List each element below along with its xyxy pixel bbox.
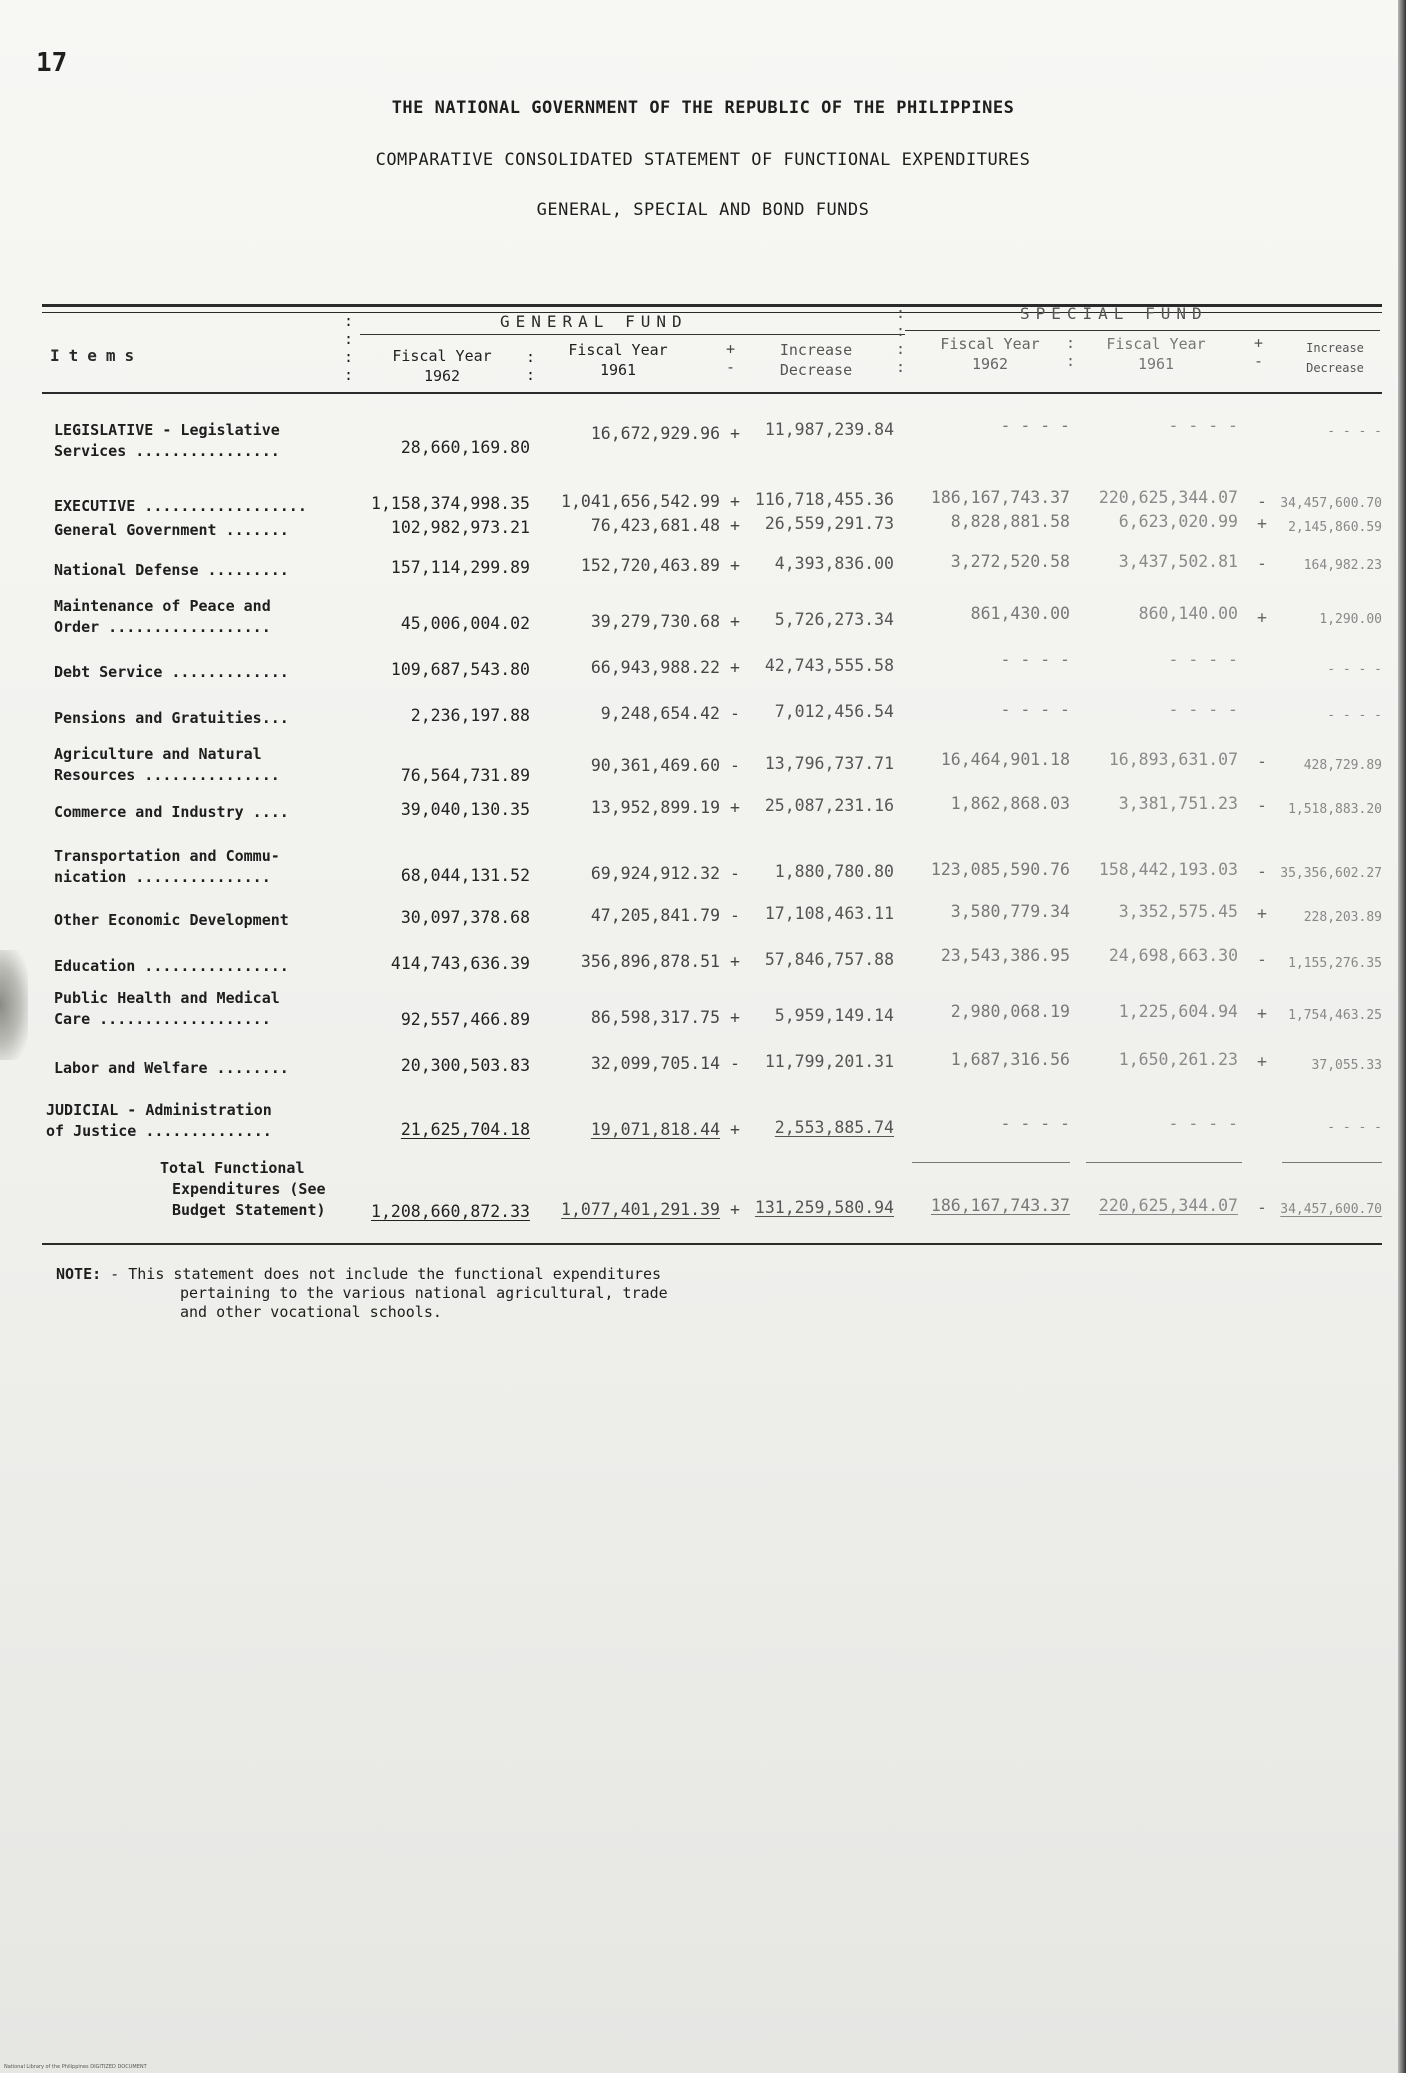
cell-special-1961: 3,437,502.81 — [1118, 552, 1238, 571]
cell-special-sign: - — [1257, 796, 1267, 815]
special-1962-underline — [912, 1162, 1070, 1163]
total-general-1961: 1,077,401,291.39 — [561, 1200, 720, 1219]
total-general-1962: 1,208,660,872.33 — [371, 1202, 530, 1221]
cell-general-sign: + — [730, 556, 740, 575]
cell-special-1961: - - - - — [1168, 416, 1238, 435]
cell-special-sign: + — [1257, 904, 1267, 923]
col-g1961-head: Fiscal Year 1961 — [568, 341, 668, 379]
cell-special-1961: 3,352,575.45 — [1118, 902, 1238, 921]
cell-general-1962: 2,236,197.88 — [410, 706, 530, 725]
col-gdiff-head: Increase Decrease — [779, 341, 853, 379]
cell-special-diff: 2,145,860.59 — [1288, 520, 1382, 535]
row-label: Maintenance of Peace and Order .................. — [54, 597, 271, 636]
cell-special-1961: 6,623,020.99 — [1118, 512, 1238, 531]
cell-general-diff: 2,553,885.74 — [774, 1118, 894, 1137]
cell-special-1961: - - - - — [1168, 1114, 1238, 1133]
cell-general-1962: 20,300,503.83 — [400, 1056, 530, 1075]
cell-general-sign: + — [730, 424, 740, 443]
cell-general-diff: 42,743,555.58 — [764, 656, 894, 675]
cell-general-1961: 66,943,988.22 — [590, 658, 720, 677]
cell-special-sign: - — [1257, 752, 1267, 771]
scan-smudge — [0, 950, 28, 1060]
special-fund-rule — [905, 330, 1380, 331]
cell-special-sign: + — [1257, 1052, 1267, 1071]
total-special-1961: 220,625,344.07 — [1098, 1196, 1238, 1215]
row-label: Education ................ — [54, 957, 289, 975]
cell-general-sign: - — [730, 1054, 740, 1073]
cell-general-sign: + — [730, 952, 740, 971]
cell-special-1961: - - - - — [1168, 650, 1238, 669]
cell-special-diff: 164,982.23 — [1303, 558, 1382, 573]
row-label: Agriculture and Natural Resources ............... — [54, 745, 280, 784]
cell-general-1962: 1,158,374,998.35 — [371, 494, 530, 513]
cell-special-1961: 1,650,261.23 — [1118, 1050, 1238, 1069]
cell-general-diff: 25,087,231.16 — [764, 796, 894, 815]
cell-special-1962: 23,543,386.95 — [940, 946, 1070, 965]
cell-general-sign: - — [730, 704, 740, 723]
row-label: National Defense ......... — [54, 561, 289, 579]
special-diff-underline — [1282, 1162, 1382, 1163]
total-special-diff: 34,457,600.70 — [1280, 1202, 1382, 1217]
cell-special-1962: - - - - — [1000, 1114, 1070, 1133]
fund-subtitle: GENERAL, SPECIAL AND BOND FUNDS — [536, 200, 870, 220]
cell-special-1961: 220,625,344.07 — [1098, 488, 1238, 507]
cell-special-1962: 3,580,779.34 — [950, 902, 1070, 921]
table-bottom-rule — [42, 1243, 1382, 1245]
total-label: Total Functional Expenditures (See Budget Statement) — [160, 1159, 326, 1219]
col-sdiff-head: Increase Decrease — [1306, 341, 1364, 375]
cell-special-1961: 860,140.00 — [1138, 604, 1238, 623]
cell-special-sign: + — [1257, 608, 1267, 627]
row-label: Transportation and Commu- nication ............... — [54, 847, 280, 886]
cell-general-diff: 1,880,780.80 — [774, 862, 894, 881]
footnote: NOTE: - This statement does not include the functional expenditures pertaining to the various national agricultural, trade and other vocational schools. — [56, 1265, 668, 1321]
cell-special-diff: 1,155,276.35 — [1288, 956, 1382, 971]
cell-general-diff: 57,846,757.88 — [764, 950, 894, 969]
cell-special-diff: 1,754,463.25 — [1288, 1008, 1382, 1023]
cell-general-1961: 152,720,463.89 — [580, 556, 720, 575]
cell-special-diff: 1,518,883.20 — [1288, 802, 1382, 817]
cell-special-1961: - - - - — [1168, 700, 1238, 719]
cell-general-sign: - — [730, 864, 740, 883]
col-s1961-head: Fiscal Year 1961 — [1106, 335, 1206, 373]
cell-general-1961: 16,672,929.96 — [590, 424, 720, 443]
document-subtitle: COMPARATIVE CONSOLIDATED STATEMENT OF FUNCTIONAL EXPENDITURES — [375, 150, 1031, 170]
cell-special-1962: 1,687,316.56 — [950, 1050, 1070, 1069]
cell-special-1961: 158,442,193.03 — [1098, 860, 1238, 879]
header-bottom-rule — [42, 392, 1382, 394]
cell-general-diff: 26,559,291.73 — [764, 514, 894, 533]
total-special-sign: - — [1257, 1198, 1267, 1217]
cell-special-1962: 8,828,881.58 — [950, 512, 1070, 531]
row-label: JUDICIAL - Administration of Justice .............. — [46, 1101, 272, 1140]
cell-special-1961: 3,381,751.23 — [1118, 794, 1238, 813]
cell-general-sign: + — [730, 658, 740, 677]
total-special-1962: 186,167,743.37 — [930, 1196, 1070, 1215]
scan-edge-shadow — [1398, 0, 1406, 2073]
cell-special-1962: 186,167,743.37 — [930, 488, 1070, 507]
document-title: THE NATIONAL GOVERNMENT OF THE REPUBLIC OF THE PHILIPPINES — [391, 98, 1015, 118]
cell-special-diff: 34,457,600.70 — [1280, 496, 1382, 511]
cell-special-sign: - — [1257, 492, 1267, 511]
cell-special-diff: 428,729.89 — [1303, 758, 1382, 773]
total-general-sign: + — [730, 1200, 740, 1219]
page-number: 17 — [36, 48, 68, 78]
cell-special-1962: - - - - — [1000, 650, 1070, 669]
cell-special-diff: - - - - — [1327, 708, 1382, 723]
row-label: General Government ....... — [54, 521, 289, 539]
total-general-diff: 131,259,580.94 — [754, 1198, 894, 1217]
cell-general-1962: 28,660,169.80 — [400, 438, 530, 457]
cell-general-diff: 5,959,149.14 — [774, 1006, 894, 1025]
sign-header: + - — [726, 340, 736, 376]
cell-general-diff: 4,393,836.00 — [774, 554, 894, 573]
cell-general-1962: 109,687,543.80 — [390, 660, 530, 679]
cell-special-1962: - - - - — [1000, 700, 1070, 719]
cell-special-sign: - — [1257, 950, 1267, 969]
cell-special-1962: 3,272,520.58 — [950, 552, 1070, 571]
cell-special-diff: 35,356,602.27 — [1280, 866, 1382, 881]
cell-general-sign: - — [730, 756, 740, 775]
cell-general-1962: 414,743,636.39 — [390, 954, 530, 973]
row-label: Pensions and Gratuities... — [54, 709, 289, 727]
row-label: Other Economic Development — [54, 911, 289, 929]
cell-special-1962: 1,862,868.03 — [950, 794, 1070, 813]
cell-general-1961: 86,598,317.75 — [590, 1008, 720, 1027]
cell-general-1962: 30,097,378.68 — [400, 908, 530, 927]
colon-divider: : : : : — [344, 312, 354, 384]
cell-special-1962: 123,085,590.76 — [930, 860, 1070, 879]
cell-general-diff: 17,108,463.11 — [764, 904, 894, 923]
cell-general-1962: 39,040,130.35 — [400, 800, 530, 819]
cell-special-sign: + — [1257, 1004, 1267, 1023]
row-label: Labor and Welfare ........ — [54, 1059, 289, 1077]
row-label: Debt Service ............. — [54, 663, 289, 681]
cell-general-1961: 356,896,878.51 — [580, 952, 720, 971]
cell-general-1962: 45,006,004.02 — [400, 614, 530, 633]
cell-special-diff: - - - - — [1327, 662, 1382, 677]
colon-divider: : : — [526, 348, 536, 384]
cell-general-diff: 11,987,239.84 — [764, 420, 894, 439]
cell-special-sign: - — [1257, 554, 1267, 573]
cell-special-1962: - - - - — [1000, 416, 1070, 435]
cell-special-1962: 16,464,901.18 — [940, 750, 1070, 769]
cell-general-1962: 92,557,466.89 — [400, 1010, 530, 1029]
cell-general-1961: 90,361,469.60 — [590, 756, 720, 775]
row-label: Commerce and Industry .... — [54, 803, 289, 821]
colon-divider: : : : : — [896, 304, 906, 376]
cell-general-diff: 11,799,201.31 — [764, 1052, 894, 1071]
sign-header: + - — [1254, 334, 1264, 370]
row-label: Public Health and Medical Care ................... — [54, 989, 280, 1028]
cell-general-1961: 9,248,654.42 — [600, 704, 720, 723]
cell-general-sign: + — [730, 1120, 740, 1139]
cell-special-diff: 228,203.89 — [1303, 910, 1382, 925]
cell-general-1962: 21,625,704.18 — [400, 1120, 530, 1139]
cell-general-1962: 68,044,131.52 — [400, 866, 530, 885]
cell-general-sign: + — [730, 798, 740, 817]
cell-general-1961: 19,071,818.44 — [590, 1120, 720, 1139]
col-g1962-head: Fiscal Year 1962 — [392, 347, 492, 385]
row-label: EXECUTIVE .................. — [54, 497, 307, 515]
cell-general-1961: 47,205,841.79 — [590, 906, 720, 925]
special-1961-underline — [1086, 1162, 1242, 1163]
cell-general-sign: + — [730, 516, 740, 535]
items-heading: Items — [50, 346, 144, 365]
cell-general-sign: + — [730, 612, 740, 631]
cell-special-diff: 37,055.33 — [1311, 1058, 1382, 1073]
colon-divider: : : — [1066, 334, 1076, 370]
scan-footer: National Library of the Philippines DIGITIZED DOCUMENT — [4, 2064, 147, 2070]
cell-special-sign: - — [1257, 862, 1267, 881]
cell-general-1961: 69,924,912.32 — [590, 864, 720, 883]
cell-general-1961: 13,952,899.19 — [590, 798, 720, 817]
cell-special-1962: 861,430.00 — [970, 604, 1070, 623]
cell-general-sign: - — [730, 906, 740, 925]
col-s1962-head: Fiscal Year 1962 — [940, 335, 1040, 373]
cell-general-1961: 32,099,705.14 — [590, 1054, 720, 1073]
cell-general-diff: 13,796,737.71 — [764, 754, 894, 773]
general-fund-rule — [360, 334, 905, 335]
cell-general-sign: + — [730, 1008, 740, 1027]
cell-general-diff: 5,726,273.34 — [774, 610, 894, 629]
cell-general-diff: 7,012,456.54 — [774, 702, 894, 721]
cell-special-1961: 16,893,631.07 — [1108, 750, 1238, 769]
cell-general-1961: 76,423,681.48 — [590, 516, 720, 535]
cell-general-sign: + — [730, 492, 740, 511]
cell-special-diff: - - - - — [1327, 1120, 1382, 1135]
cell-special-1962: 2,980,068.19 — [950, 1002, 1070, 1021]
row-label: LEGISLATIVE - Legislative Services ................ — [54, 421, 280, 460]
general-fund-heading: GENERAL FUND — [500, 312, 688, 331]
cell-general-diff: 116,718,455.36 — [754, 490, 894, 509]
cell-general-1961: 39,279,730.68 — [590, 612, 720, 631]
cell-special-sign: + — [1257, 514, 1267, 533]
cell-special-1961: 24,698,663.30 — [1108, 946, 1238, 965]
cell-general-1962: 157,114,299.89 — [390, 558, 530, 577]
cell-special-diff: - - - - — [1327, 424, 1382, 439]
cell-general-1961: 1,041,656,542.99 — [561, 492, 720, 511]
special-fund-heading: SPECIAL FUND — [1020, 304, 1208, 323]
cell-special-diff: 1,290.00 — [1319, 612, 1382, 627]
cell-general-1962: 102,982,973.21 — [390, 518, 530, 537]
cell-special-1961: 1,225,604.94 — [1118, 1002, 1238, 1021]
cell-general-1962: 76,564,731.89 — [400, 766, 530, 785]
